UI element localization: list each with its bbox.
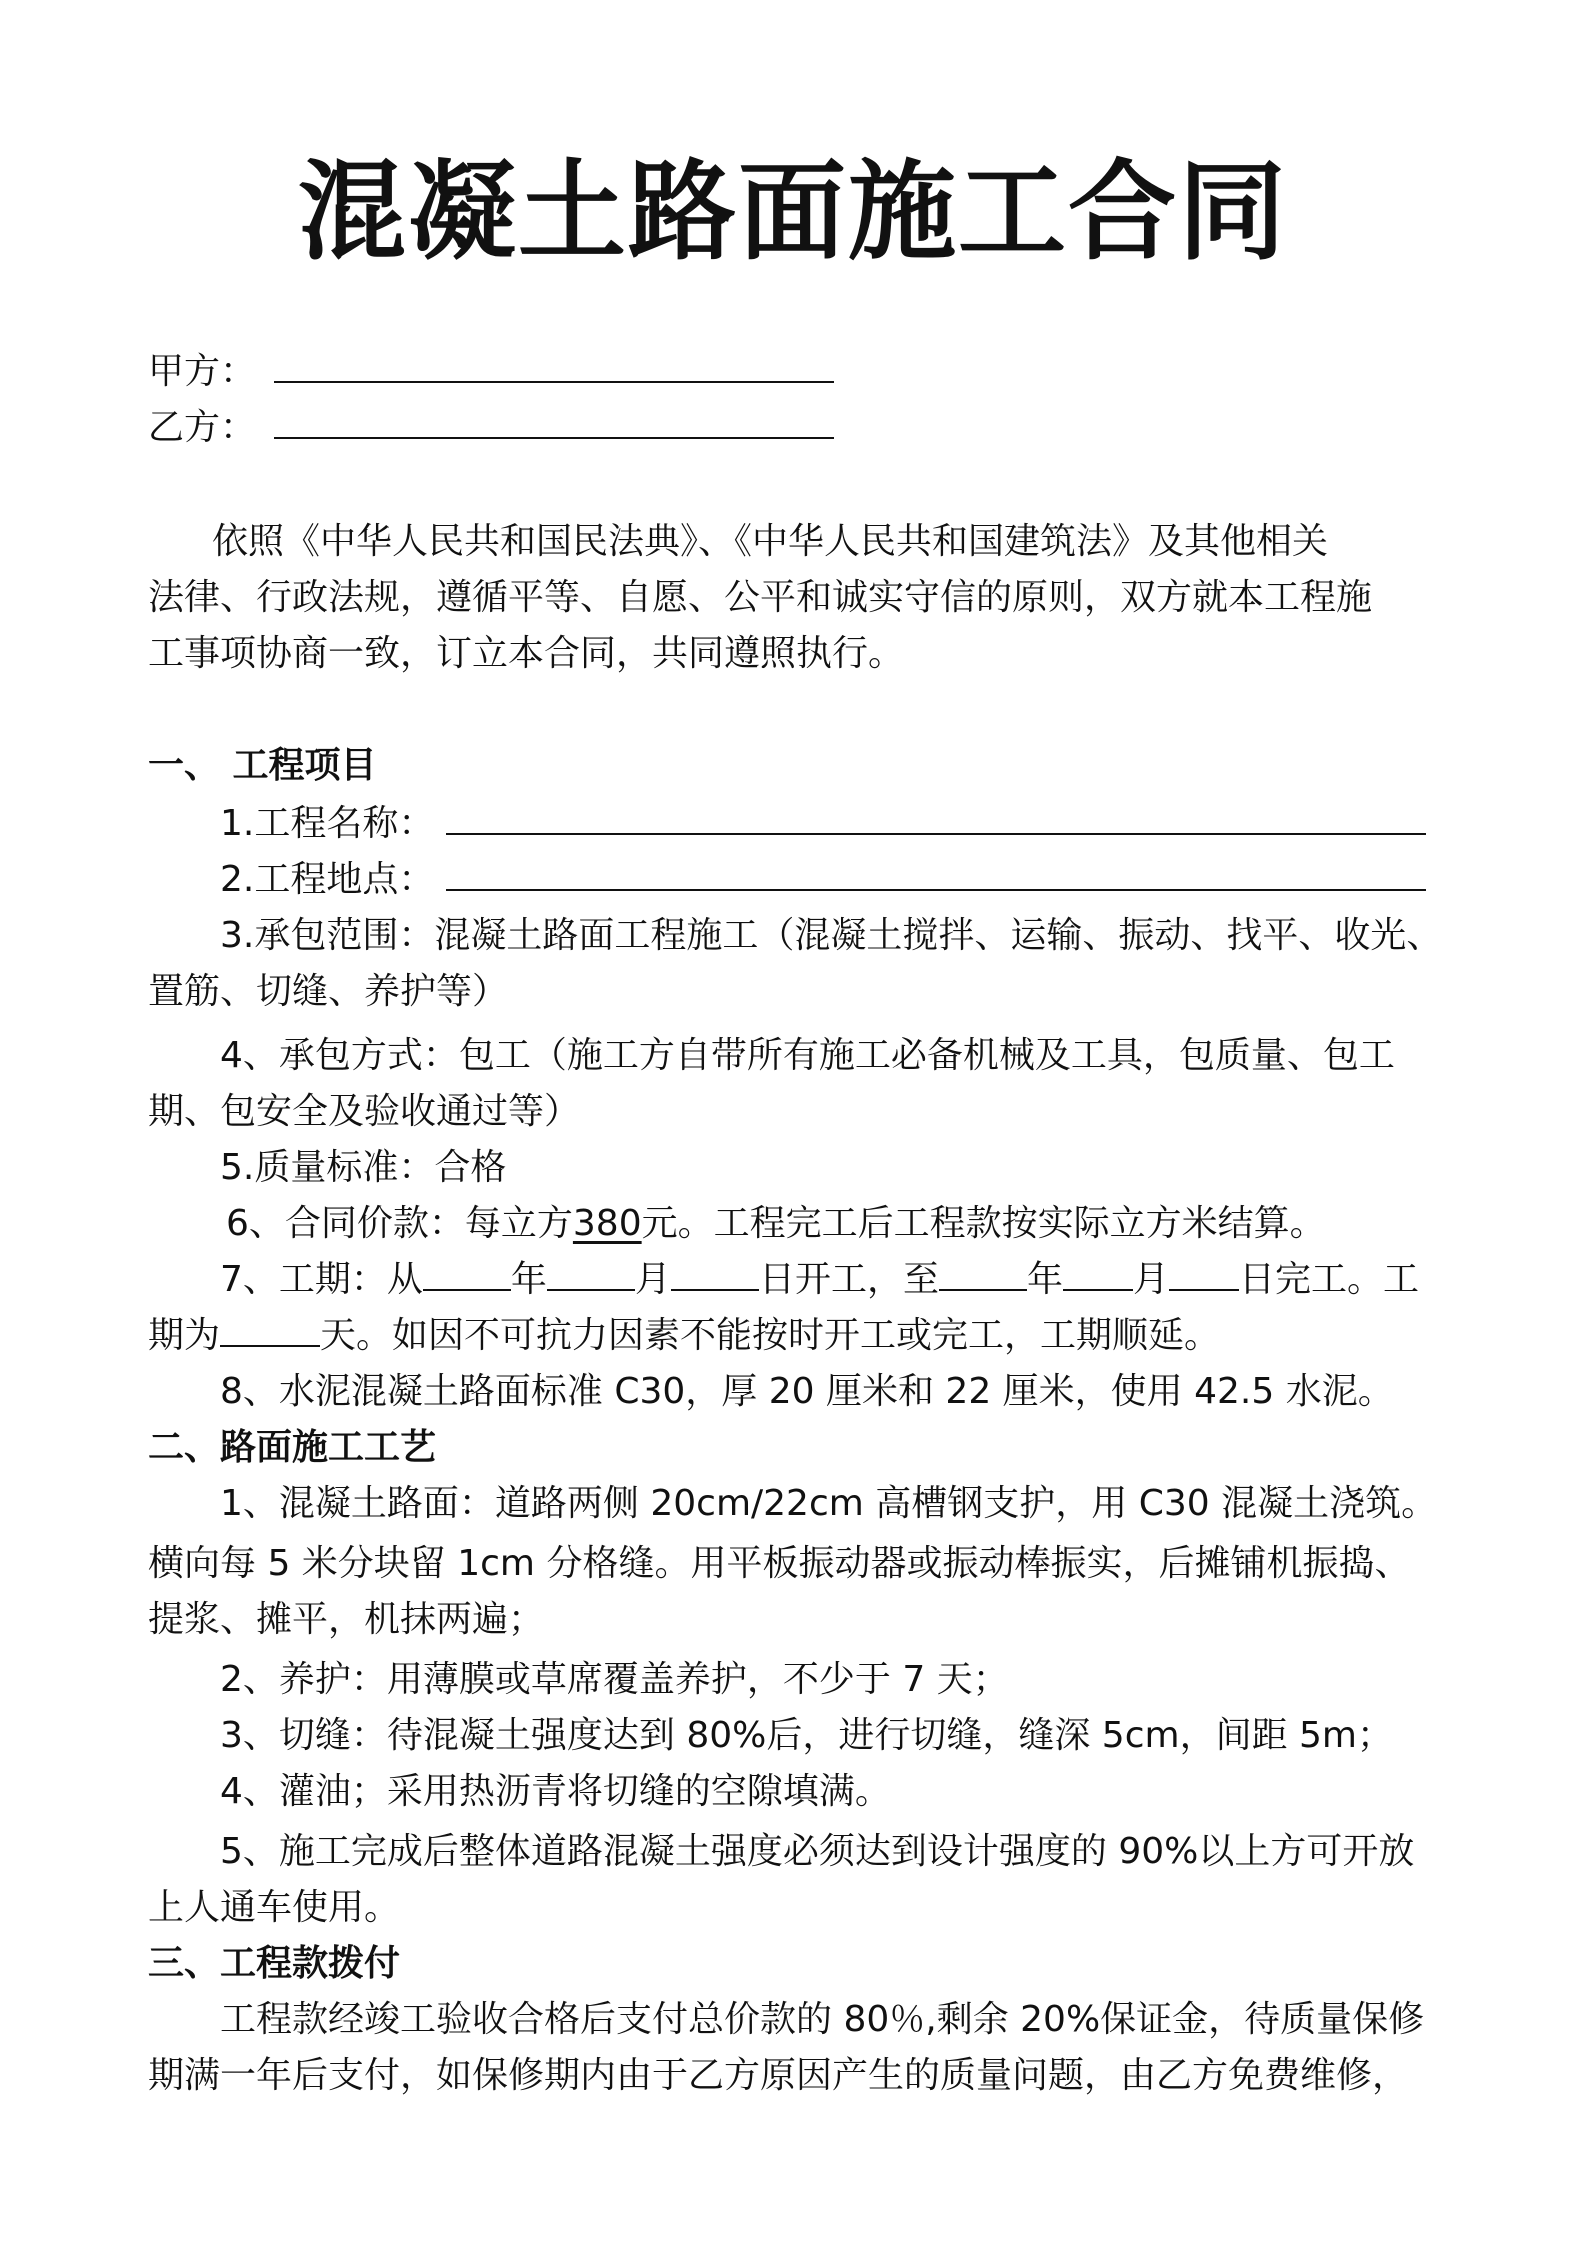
process-line: 4、灌油；采用热沥青将切缝的空隙填满。	[220, 1771, 891, 1812]
start-month-blank	[547, 1259, 635, 1291]
project-location-row	[220, 856, 1426, 904]
party-b-row	[148, 404, 834, 452]
road-standard-line: 8、水泥混凝土路面标准 C30，厚 20 厘米和 22 厘米，使用 42.5 水泥。	[220, 1371, 1394, 1412]
contract-price-line	[226, 1200, 1326, 1248]
contract-scope-line: 置筋、切缝、养护等）	[148, 971, 509, 1012]
party-b-blank	[274, 407, 834, 439]
payment-line: 工程款经竣工验收合格后支付总价款的 80％,剩余 20%保证金，待质量保修	[220, 1999, 1425, 2040]
project-name-row	[220, 800, 1426, 848]
period-days-blank	[220, 1315, 320, 1347]
document-title: 混凝土路面施工合同	[297, 150, 1288, 275]
construction-period-line	[220, 1256, 1419, 1304]
period-line2-prefix: 期为	[148, 1315, 221, 1356]
end-year-label: 年	[1026, 1259, 1063, 1300]
project-location-label: 2.工程地点：	[220, 859, 435, 900]
end-label: 日完工。工	[1238, 1259, 1419, 1300]
contract-method-line: 期、包安全及验收通过等）	[148, 1091, 581, 1132]
quality-standard-line: 5.质量标准：合格	[220, 1147, 507, 1188]
preamble-line: 依照《中华人民共和国民法典》、《中华人民共和国建筑法》及其他相关	[212, 521, 1329, 562]
party-a-blank	[274, 351, 834, 383]
section-heading: 三、工程款拨付	[148, 1943, 401, 1984]
party-b-label: 乙方：	[148, 407, 257, 448]
process-line: 2、养护：用薄膜或草席覆盖养护，不少于 7 天；	[220, 1659, 1009, 1700]
construction-period-line-2	[148, 1312, 1220, 1360]
party-a-row	[148, 348, 834, 396]
start-month-label: 月	[634, 1259, 671, 1300]
project-location-blank	[446, 859, 1426, 891]
start-year-blank	[423, 1259, 511, 1291]
end-month-blank	[1063, 1259, 1133, 1291]
section-heading: 二、路面施工工艺	[148, 1427, 437, 1468]
section-heading: 一、 工程项目	[148, 745, 377, 786]
period-line2-suffix: 天。如因不可抗力因素不能按时开工或完工，工期顺延。	[320, 1315, 1221, 1356]
party-a-label: 甲方：	[148, 351, 257, 392]
contract-price-value: 380	[572, 1203, 642, 1244]
process-line: 上人通车使用。	[148, 1887, 401, 1928]
period-prefix: 7、工期：从	[220, 1259, 423, 1300]
payment-line: 期满一年后支付，如保修期内由于乙方原因产生的质量问题，由乙方免费维修，	[148, 2055, 1409, 2096]
contract-price-suffix: 元。工程完工后工程款按实际立方米结算。	[641, 1203, 1326, 1244]
contract-method-line: 4、承包方式：包工（施工方自带所有施工必备机械及工具，包质量、包工	[220, 1035, 1395, 1076]
end-year-blank	[939, 1259, 1027, 1291]
contract-price-prefix: 6、合同价款：每立方	[226, 1203, 573, 1244]
end-month-label: 月	[1132, 1259, 1169, 1300]
start-day-blank	[671, 1259, 759, 1291]
process-line: 5、施工完成后整体道路混凝土强度必须达到设计强度的 90%以上方可开放	[220, 1831, 1415, 1872]
end-day-blank	[1169, 1259, 1239, 1291]
project-name-blank	[446, 803, 1426, 835]
preamble-line: 法律、行政法规，遵循平等、自愿、公平和诚实守信的原则，双方就本工程施	[148, 577, 1373, 618]
process-line: 提浆、摊平，机抹两遍；	[148, 1599, 545, 1640]
process-line: 3、切缝：待混凝土强度达到 80%后，进行切缝，缝深 5cm，间距 5m；	[220, 1715, 1393, 1756]
start-label: 日开工，至	[758, 1259, 939, 1300]
start-year-label: 年	[510, 1259, 547, 1300]
project-name-label: 1.工程名称：	[220, 803, 435, 844]
process-line: 横向每 5 米分块留 1cm 分格缝。用平板振动器或振动棒振实，后摊铺机振捣、	[148, 1543, 1411, 1584]
process-line: 1、混凝土路面：道路两侧 20cm/22cm 高槽钢支护，用 C30 混凝土浇筑。	[220, 1483, 1438, 1524]
preamble-line: 工事项协商一致，订立本合同，共同遵照执行。	[148, 633, 905, 674]
contract-scope-line: 3.承包范围：混凝土路面工程施工（混凝土搅拌、运输、振动、找平、收光、	[220, 915, 1443, 956]
